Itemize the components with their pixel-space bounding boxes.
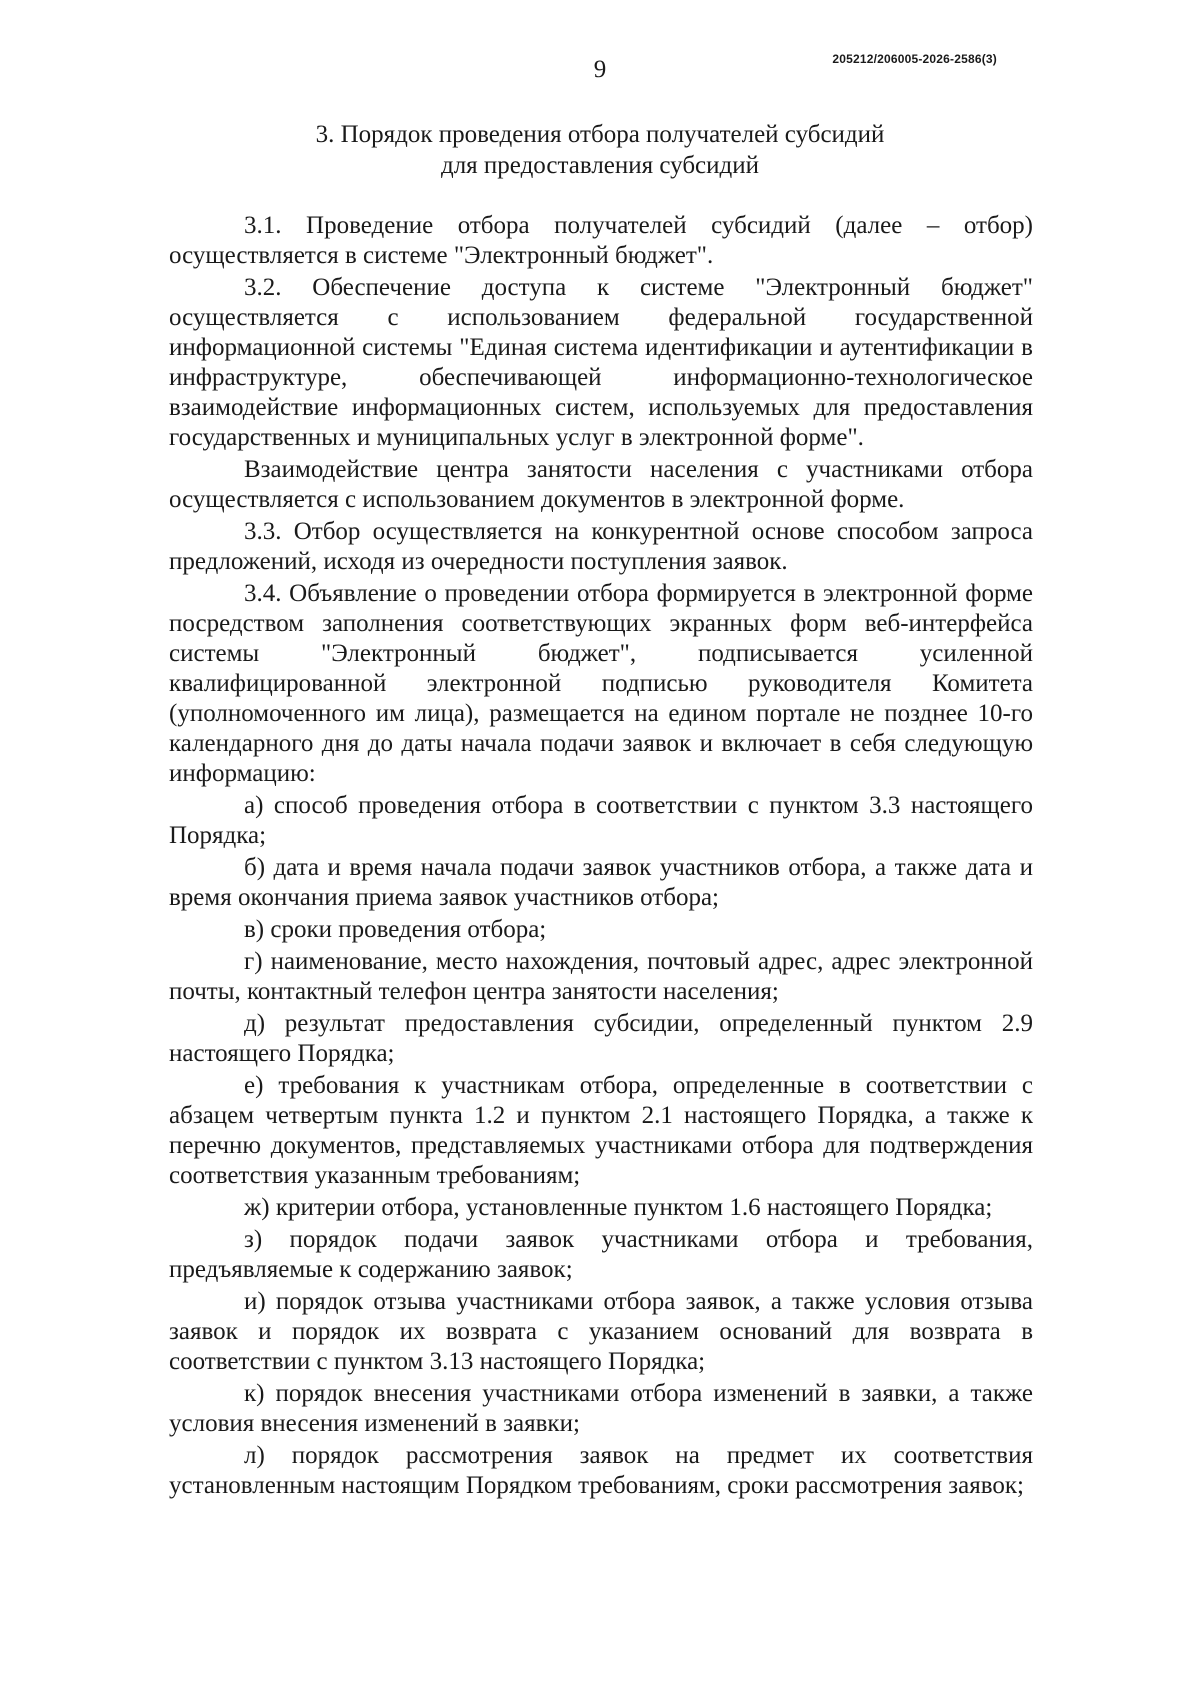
paragraph-3-4: 3.4. Объявление о проведении отбора формируется в электронной форме посредством заполнения соответствующих экранных форм веб-интерфейса системы "Электронный бюджет", подписывается усиленной квалифицированной электронной подписью руководителя Комитета (уполномоченного им лица), размещается на едином портале не позднее 10-го календарного дня до даты начала подачи заявок и включает в себя следующую информацию:: [169, 580, 1033, 787]
page-number: 9: [593, 56, 607, 83]
list-item-d: д) результат предоставления субсидии, определенный пунктом 2.9 настоящего Порядка;: [169, 1010, 1033, 1067]
section-heading-line-1: 3. Порядок проведения отбора получателей субсидий: [315, 121, 885, 148]
list-item-a: а) способ проведения отбора в соответствии с пунктом 3.3 настоящего Порядка;: [169, 792, 1033, 849]
list-item-b: б) дата и время начала подачи заявок участников отбора, а также дата и время окончания приема заявок участников отбора;: [169, 854, 1033, 911]
list-item-e: е) требования к участникам отбора, определенные в соответствии с абзацем четвертым пункта 1.2 и пунктом 2.1 настоящего Порядка, а также к перечню документов, представляемых участниками отбора для подтверждения соответствия указанным требованиям;: [169, 1072, 1033, 1189]
section-heading: [0, 119, 1200, 181]
list-item-z: з) порядок подачи заявок участниками отбора и требования, предъявляемые к содержанию заявок;: [169, 1226, 1033, 1283]
paragraph-interaction: Взаимодействие центра занятости населения с участниками отбора осуществляется с использованием документов в электронной форме.: [169, 456, 1033, 513]
list-item-l: л) порядок рассмотрения заявок на предмет их соответствия установленным настоящим Порядком требованиям, сроки рассмотрения заявок;: [169, 1442, 1033, 1499]
section-heading-line-2: для предоставления субсидий: [440, 152, 760, 179]
list-item-g: г) наименование, место нахождения, почтовый адрес, адрес электронной почты, контактный телефон центра занятости населения;: [169, 948, 1033, 1005]
list-item-v: в) сроки проведения отбора;: [244, 916, 547, 943]
paragraph-3-1: 3.1. Проведение отбора получателей субсидий (далее – отбор) осуществляется в системе "Электронный бюджет".: [169, 212, 1033, 269]
document-registration-number: 205212/206005-2026-2586(3): [832, 52, 997, 66]
paragraph-3-3: 3.3. Отбор осуществляется на конкурентной основе способом запроса предложений, исходя из очередности поступления заявок.: [169, 518, 1033, 575]
list-item-i: и) порядок отзыва участниками отбора заявок, а также условия отзыва заявок и порядок их возврата с указанием оснований для возврата в соответствии с пунктом 3.13 настоящего Порядка;: [169, 1288, 1033, 1375]
document-body: [169, 211, 1033, 1503]
list-item-zh: ж) критерии отбора, установленные пунктом 1.6 настоящего Порядка;: [244, 1194, 993, 1221]
list-item-k: к) порядок внесения участниками отбора изменений в заявки, а также условия внесения изменений в заявки;: [169, 1380, 1033, 1437]
paragraph-3-2: 3.2. Обеспечение доступа к системе "Электронный бюджет" осуществляется с использованием федеральной государственной информационной системы "Единая система идентификации и аутентификации в инфраструктуре, обеспечивающей информационно-технологическое взаимодействие информационных систем, используемых для предоставления государственных и муниципальных услуг в электронной форме".: [169, 274, 1033, 451]
